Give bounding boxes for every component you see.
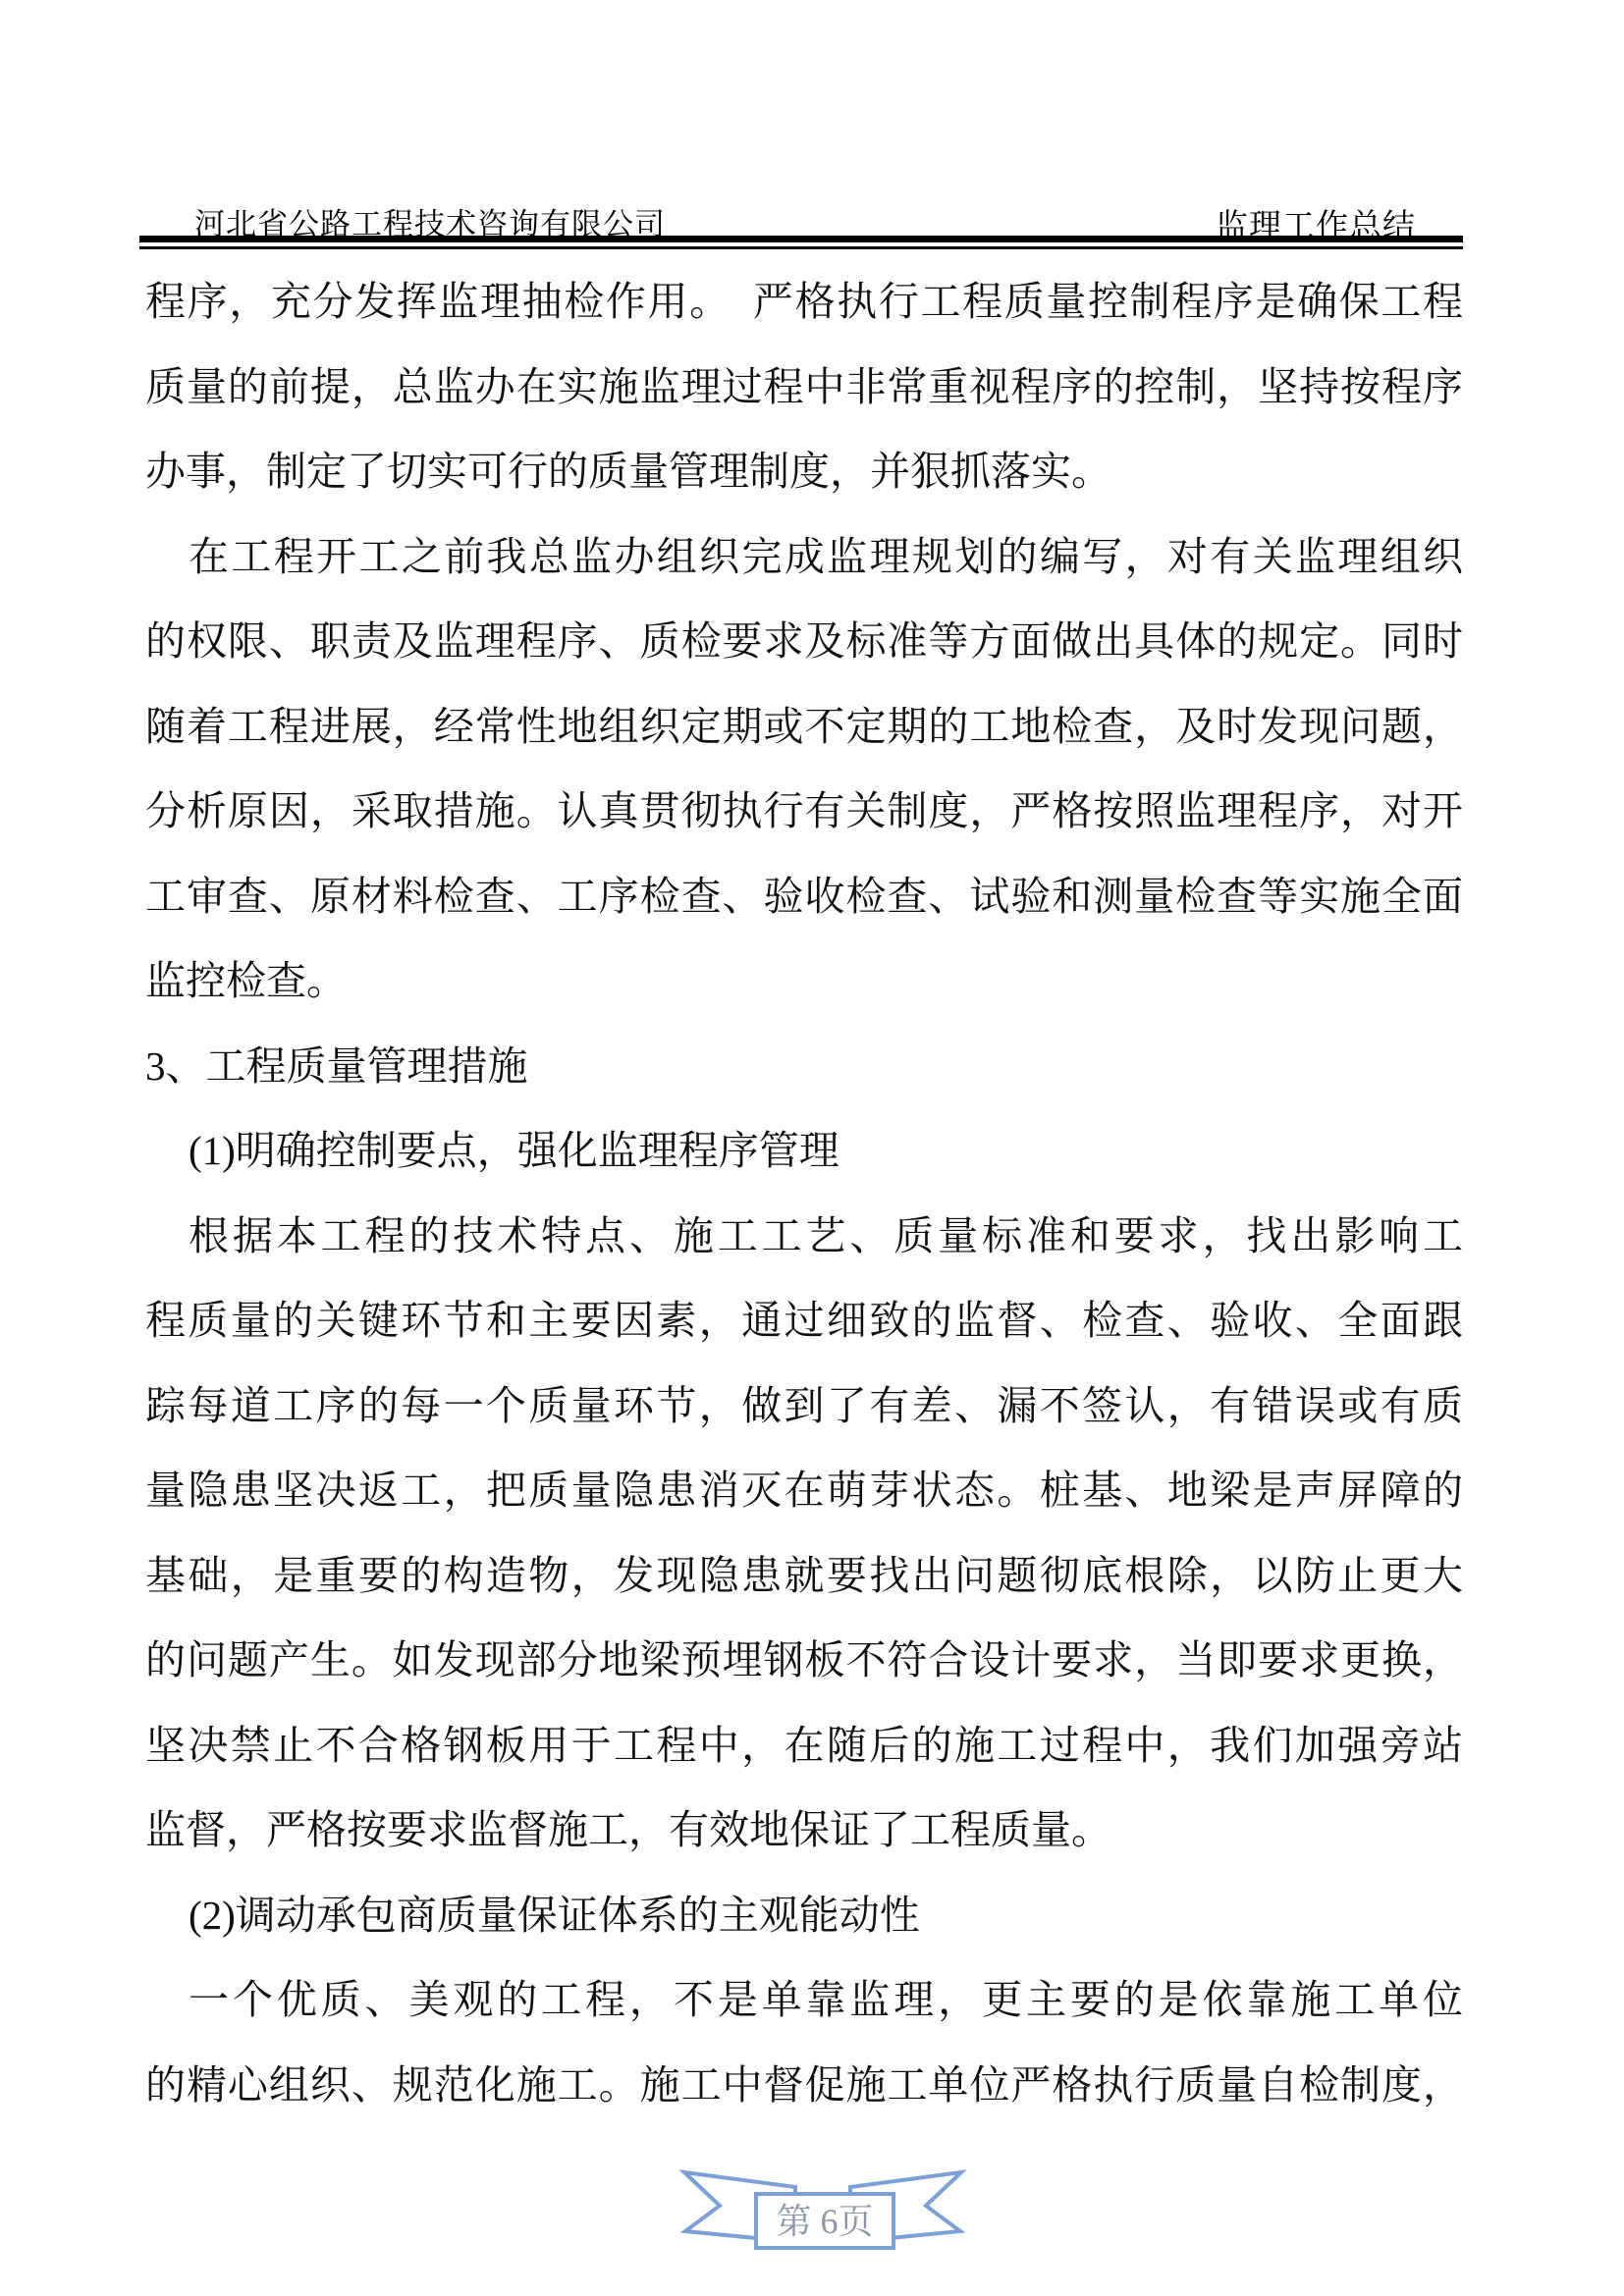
text-line: 的问题产生。如发现部分地梁预埋钢板不符合设计要求，当即要求更换，: [145, 1637, 1463, 1682]
text-line: 在工程开工之前我总监办组织完成监理规划的编写，对有关监理组织: [189, 533, 1463, 579]
text-line: 踪每道工序的每一个质量环节，做到了有差、漏不签认，有错误或有质: [145, 1382, 1463, 1428]
text-line: 分析原因，采取措施。认真贯彻执行有关制度，严格按照监理程序，对开: [145, 788, 1463, 833]
text-line: 的精心组织、规范化施工。施工中督促施工单位严格执行质量自检制度，: [145, 2061, 1463, 2108]
text-line: (1)明确控制要点，强化监理程序管理: [189, 1128, 839, 1173]
text-line: 坚决禁止不合格钢板用于工程中，在随后的施工过程中，我们加强旁站: [145, 1722, 1463, 1768]
text-line: 根据本工程的技术特点、施工工艺、质量标准和要求，找出影响工: [189, 1212, 1463, 1258]
document-body-text: [145, 259, 1463, 2127]
text-line: 量隐患坚决返工，把质量隐患消灭在萌芽状态。桩基、地梁是声屏障的: [145, 1468, 1463, 1513]
page-number-label: 第 6页: [776, 2202, 874, 2241]
text-line: 随着工程进展，经常性地组织定期或不定期的工地检查，及时发现问题，: [145, 703, 1463, 749]
text-line: 基础，是重要的构造物，发现隐患就要找出问题彻底根除，以防止更大: [145, 1552, 1463, 1598]
text-line: 监督，严格按要求监督施工，有效地保证了工程质量。: [145, 1807, 1111, 1852]
header-doc-title: 监理工作总结: [1216, 209, 1416, 244]
text-line: 程序，充分发挥监理抽检作用。 严格执行工程质量控制程序是确保工程: [145, 279, 1463, 324]
page-number-ribbon: [677, 2165, 968, 2260]
text-line: 3、工程质量管理措施: [145, 1042, 528, 1089]
text-line: 监控检查。: [145, 958, 347, 1003]
text-line: 办事，制定了切实可行的质量管理制度，并狠抓落实。: [145, 449, 1111, 494]
text-line: 程质量的关键环节和主要因素，通过细致的监督、检查、验收、全面跟: [145, 1298, 1463, 1343]
header-rule: [139, 236, 1463, 249]
text-line: 的权限、职责及监理程序、质检要求及标准等方面做出具体的规定。同时: [145, 618, 1463, 664]
text-line: (2)调动承包商质量保证体系的主观能动性: [189, 1892, 920, 1938]
text-line: 一个优质、美观的工程，不是单靠监理，更主要的是依靠施工单位: [189, 1977, 1463, 2022]
text-line: 质量的前提，总监办在实施监理过程中非常重视程序的控制，坚持按程序: [145, 363, 1463, 409]
text-line: 工审查、原材料检查、工序检查、验收检查、试验和测量检查等实施全面: [145, 873, 1463, 919]
header-company-name: 河北省公路工程技术咨询有限公司: [194, 207, 666, 241]
